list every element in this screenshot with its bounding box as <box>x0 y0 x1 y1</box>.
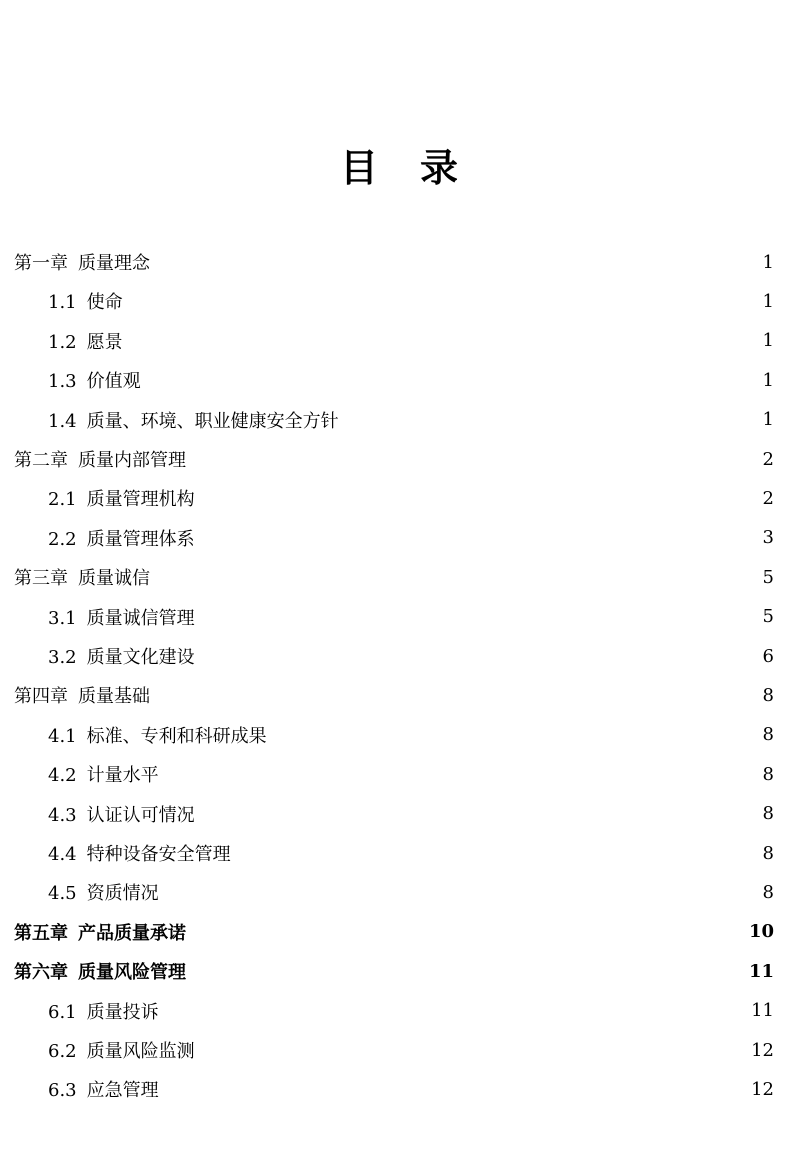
toc-entry-title: 认证认可情况 <box>86 804 195 826</box>
toc-entry-title: 愿景 <box>86 331 123 353</box>
toc-section-entry[interactable] <box>48 286 774 316</box>
toc-entry-number: 4.2 <box>48 765 77 787</box>
toc-chapter-entry[interactable] <box>14 917 774 947</box>
toc-page-number: 12 <box>751 1039 774 1061</box>
toc-entry-title: 质量诚信管理 <box>86 607 195 629</box>
toc-entry-title: 质量文化建设 <box>86 647 195 668</box>
toc-page-number: 5 <box>762 606 774 628</box>
toc-section-entry[interactable] <box>48 326 774 356</box>
dot-leader <box>190 956 743 986</box>
toc-entry-number: 第五章 <box>14 922 68 944</box>
toc-entry-title: 应急管理 <box>86 1080 159 1102</box>
toc-page-number: 10 <box>748 921 774 943</box>
toc-entry-title: 质量管理体系 <box>86 528 195 550</box>
toc-entry-number: 3.1 <box>48 607 77 629</box>
toc-entry-title: 质量理念 <box>78 253 150 274</box>
toc-entry-number: 2.2 <box>48 528 77 550</box>
toc-entry-title: 质量内部管理 <box>78 450 186 471</box>
toc-entry-label <box>48 525 195 551</box>
toc-section-entry[interactable] <box>48 1074 774 1104</box>
toc-page-number: 1 <box>762 409 774 431</box>
toc-entry-title: 质量风险监测 <box>86 1041 195 1062</box>
toc-entry-label <box>48 1076 159 1102</box>
toc-entry-title: 质量风险管理 <box>78 962 186 984</box>
dot-leader <box>199 641 757 671</box>
toc-entry-label <box>14 682 150 708</box>
toc-page-number: 12 <box>751 1078 774 1100</box>
toc-page-number: 1 <box>762 290 774 312</box>
toc-section-entry[interactable] <box>48 759 774 789</box>
toc-section-entry[interactable] <box>48 1035 774 1065</box>
toc-entry-label <box>48 722 267 748</box>
toc-page-number: 8 <box>762 842 774 864</box>
toc-entry-number: 4.1 <box>48 725 77 747</box>
dot-leader <box>145 365 757 395</box>
toc-entry-title: 质量、环境、职业健康安全方针 <box>86 410 339 432</box>
toc-entry-number: 第一章 <box>14 253 68 274</box>
toc-section-entry[interactable] <box>48 405 774 435</box>
toc-page-number: 3 <box>762 527 774 549</box>
toc-section-entry[interactable] <box>48 365 774 395</box>
toc-page-number: 5 <box>762 566 774 588</box>
toc-entry-label <box>48 407 339 433</box>
toc-entry-number: 第三章 <box>14 568 68 590</box>
toc-entry-label <box>48 879 159 905</box>
dot-leader <box>163 1074 745 1104</box>
toc-entry-label <box>48 367 141 393</box>
toc-entry-title: 质量诚信 <box>78 568 150 590</box>
toc-page-number: 8 <box>762 763 774 785</box>
dot-leader <box>127 326 757 356</box>
dot-leader <box>127 286 757 316</box>
toc-entry-label <box>48 840 231 866</box>
toc-entry-number: 4.5 <box>48 883 77 905</box>
dot-leader <box>199 483 757 513</box>
toc-entry-title: 特种设备安全管理 <box>86 844 231 865</box>
toc-page-number: 1 <box>762 251 774 273</box>
toc-page-number: 8 <box>762 724 774 746</box>
toc-entry-title: 资质情况 <box>86 883 159 905</box>
toc-entry-number: 6.1 <box>48 1001 77 1023</box>
toc-entry-title: 质量管理机构 <box>86 489 195 511</box>
toc-entry-number: 3.2 <box>48 647 77 668</box>
dot-leader <box>271 720 757 750</box>
toc-entry-label <box>48 998 159 1024</box>
title-char-right: 录 <box>420 145 461 190</box>
toc-page-number: 8 <box>762 684 774 706</box>
toc-entry-number: 第二章 <box>14 450 68 471</box>
toc-entry-label <box>48 1037 195 1063</box>
dot-leader <box>199 1035 745 1065</box>
dot-leader <box>154 680 757 710</box>
dot-leader <box>163 759 757 789</box>
toc-chapter-entry[interactable] <box>14 680 774 710</box>
toc-entry-label <box>14 958 186 984</box>
toc-entry-number: 2.1 <box>48 489 77 511</box>
toc-entry-label <box>14 919 186 945</box>
toc-chapter-entry[interactable] <box>14 562 774 592</box>
dot-leader <box>154 562 757 592</box>
toc-section-entry[interactable] <box>48 483 774 513</box>
toc-chapter-entry[interactable] <box>14 247 774 277</box>
toc-entry-number: 1.4 <box>48 410 77 432</box>
toc-page-number: 11 <box>751 1000 774 1022</box>
toc-entry-title: 质量基础 <box>78 686 150 708</box>
toc-entry-label <box>48 604 195 630</box>
toc-page-number: 8 <box>762 881 774 903</box>
toc-entry-number: 6.3 <box>48 1080 77 1102</box>
dot-leader <box>190 444 757 474</box>
dot-leader <box>190 917 743 947</box>
toc-section-entry[interactable] <box>48 877 774 907</box>
toc-page-number: 1 <box>762 369 774 391</box>
toc-section-entry[interactable] <box>48 996 774 1026</box>
dot-leader <box>163 996 745 1026</box>
toc-page-number: 8 <box>762 803 774 825</box>
toc-page-number: 11 <box>748 960 774 982</box>
toc-entry-label <box>48 643 195 669</box>
toc-page-number: 6 <box>762 645 774 667</box>
toc-entry-label <box>48 485 195 511</box>
toc-entry-number: 1.1 <box>48 292 77 314</box>
toc-entry-label <box>48 328 123 354</box>
toc-entry-title: 使命 <box>86 292 123 314</box>
toc-entry-label <box>14 564 150 590</box>
toc-chapter-entry[interactable] <box>14 444 774 474</box>
dot-leader <box>199 523 757 553</box>
dot-leader <box>235 838 757 868</box>
dot-leader <box>154 247 757 277</box>
toc-entry-label <box>14 446 186 472</box>
toc-section-entry[interactable] <box>48 641 774 671</box>
toc-section-entry[interactable] <box>48 523 774 553</box>
toc-entry-number: 1.2 <box>48 331 77 353</box>
toc-entry-title: 计量水平 <box>86 765 159 787</box>
toc-section-entry[interactable] <box>48 838 774 868</box>
toc-chapter-entry[interactable] <box>14 956 774 986</box>
toc-entry-number: 4.3 <box>48 804 77 826</box>
toc-section-entry[interactable] <box>48 799 774 829</box>
toc-section-entry[interactable] <box>48 602 774 632</box>
dot-leader <box>343 405 757 435</box>
toc-entry-number: 第四章 <box>14 686 68 708</box>
toc-page-number: 2 <box>762 487 774 509</box>
toc-entry-title: 价值观 <box>86 371 141 393</box>
toc-entry-title: 产品质量承诺 <box>78 922 186 944</box>
toc-entry-number: 1.3 <box>48 371 77 393</box>
dot-leader <box>163 877 757 907</box>
toc-section-entry[interactable] <box>48 720 774 750</box>
page-title <box>0 140 800 196</box>
toc-page-number: 2 <box>762 448 774 470</box>
dot-leader <box>199 602 757 632</box>
toc-entry-label <box>48 761 159 787</box>
title-char-left: 目 <box>339 145 380 190</box>
toc-entry-number: 4.4 <box>48 844 77 865</box>
toc-entry-label <box>14 249 150 275</box>
toc-entry-number: 6.2 <box>48 1041 77 1062</box>
toc-entry-title: 质量投诉 <box>86 1001 159 1023</box>
toc-page-number: 1 <box>762 330 774 352</box>
toc-entry-title: 标准、专利和科研成果 <box>86 725 267 747</box>
dot-leader <box>199 799 757 829</box>
toc-entry-label <box>48 288 123 314</box>
toc-entry-label <box>48 801 195 827</box>
toc-entry-number: 第六章 <box>14 962 68 984</box>
